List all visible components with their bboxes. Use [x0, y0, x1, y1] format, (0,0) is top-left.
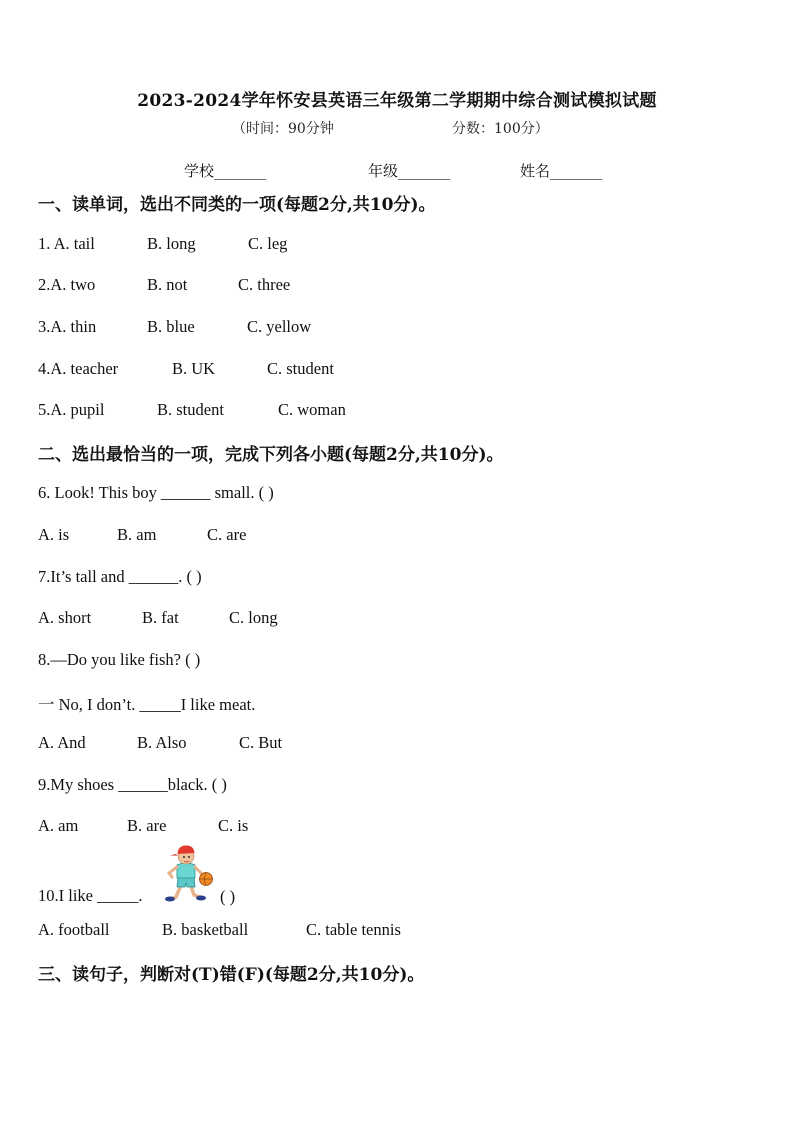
q2-option-b: B. not	[147, 275, 188, 294]
q8-option-a: A. And	[38, 733, 86, 752]
q3-option-a: 3.A. thin	[38, 317, 97, 336]
basketball-boy-image	[160, 843, 216, 903]
q6-option-b: B. am	[117, 525, 157, 544]
q3-option-c: C. yellow	[247, 317, 312, 336]
q1-option-c: C. leg	[248, 234, 288, 253]
q5-option-c: C. woman	[278, 400, 346, 419]
grade-field: 年级_______	[368, 162, 451, 180]
q8-stem-1: 8.—Do you like fish? ( )	[38, 650, 201, 669]
q10-option-b: B. basketball	[162, 920, 249, 939]
q5-option-b: B. student	[157, 400, 224, 419]
q2-option-c: C. three	[238, 275, 291, 294]
q7-option-b: B. fat	[142, 608, 179, 627]
q6-option-a: A. is	[38, 525, 70, 544]
q4-option-c: C. student	[267, 359, 334, 378]
q9-option-a: A. am	[38, 816, 79, 835]
section3-heading: 三、读句子，判断对(T)错(F)(每题2分,共10分)。	[38, 965, 425, 985]
q4-option-a: 4.A. teacher	[38, 359, 119, 378]
q9-option-c: C. is	[218, 816, 249, 835]
q6-option-c: C. are	[207, 525, 247, 544]
q5-option-a: 5.A. pupil	[38, 400, 105, 419]
section1-heading: 一、读单词，选出不同类的一项(每题2分,共10分)。	[38, 195, 436, 215]
q8-option-b: B. Also	[137, 733, 187, 752]
q7-option-c: C. long	[229, 608, 278, 627]
q10-option-a: A. football	[38, 920, 110, 939]
q10-answer-paren: ( )	[220, 887, 236, 906]
page-title: 2023-2024学年怀安县英语三年级第二学期期中综合测试模拟试题	[137, 91, 657, 111]
time-info: （时间：90分钟	[232, 121, 334, 137]
q4-option-b: B. UK	[172, 359, 216, 378]
q10-stem: 10.I like _____.	[38, 886, 143, 905]
name-field: 姓名_______	[520, 162, 603, 180]
q9-option-b: B. are	[127, 816, 167, 835]
q2-option-a: 2.A. two	[38, 275, 96, 294]
q7-stem: 7.It’s tall and ______. ( )	[38, 567, 202, 586]
q8-stem-2: 一 No, I don’t. _____I like meat.	[38, 695, 256, 714]
q10-option-c: C. table tennis	[306, 920, 401, 939]
q9-stem: 9.My shoes ______black. ( )	[38, 775, 227, 794]
q6-stem: 6. Look! This boy ______ small. ( )	[38, 483, 274, 502]
q3-option-b: B. blue	[147, 317, 195, 336]
school-field: 学校_______	[184, 162, 267, 180]
section2-heading: 二、选出最恰当的一项，完成下列各小题(每题2分,共10分)。	[38, 445, 504, 465]
score-info: 分数：100分）	[452, 121, 549, 137]
q7-option-a: A. short	[38, 608, 92, 627]
q1-option-b: B. long	[147, 234, 196, 253]
q8-option-c: C. But	[239, 733, 283, 752]
q1-option-a: 1. A. tail	[38, 234, 95, 253]
